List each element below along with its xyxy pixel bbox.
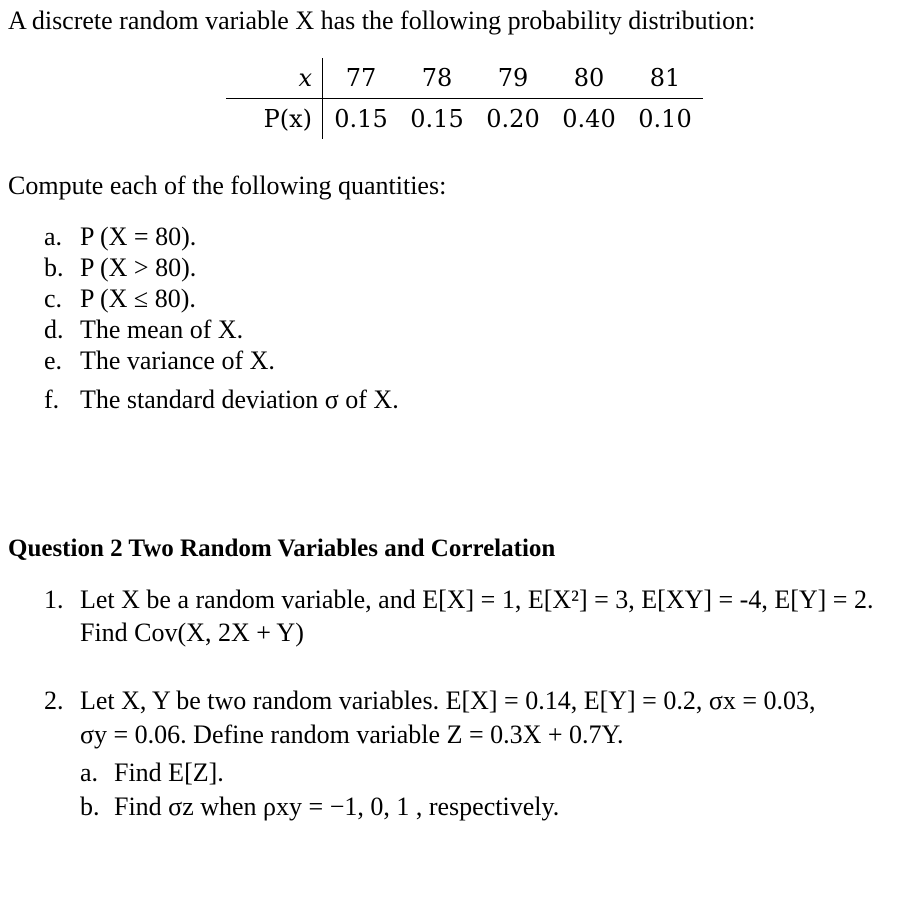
item-text: Find σz when ρxy = −1, 0, 1 , respectively.	[114, 792, 560, 821]
item-label: b.	[44, 253, 64, 282]
item-label: a.	[80, 758, 99, 787]
list-item	[44, 385, 399, 415]
list-item	[44, 253, 196, 283]
list-item	[44, 222, 196, 252]
item-label: e.	[44, 346, 63, 375]
x-value: 78	[399, 58, 475, 99]
item-label: b.	[80, 792, 100, 821]
item-text: Find E[Z].	[114, 758, 224, 787]
item-text: P (X ≤ 80).	[80, 284, 196, 313]
x-value: 80	[551, 58, 627, 99]
item-text: The variance of X.	[80, 346, 275, 375]
table-row	[226, 58, 703, 99]
p-value: 0.20	[486, 105, 540, 133]
probability-table	[226, 58, 703, 139]
compute-text: Compute each of the following quantities:	[8, 171, 447, 200]
sub-item	[80, 758, 224, 788]
x-value: 79	[475, 58, 551, 99]
list-item	[44, 284, 196, 314]
x-header: x	[226, 58, 323, 99]
item-label: d.	[44, 315, 64, 344]
item-text: Let X be a random variable, and E[X] = 1, E[X²] = 3, E[XY] = -4, E[Y] = 2.	[80, 585, 874, 614]
item-text: P (X > 80).	[80, 253, 197, 282]
p-value: 0.10	[638, 105, 692, 133]
table-row	[226, 99, 703, 140]
item-text: P (X = 80).	[80, 222, 197, 251]
intro-text: A discrete random variable X has the following probability distribution:	[8, 6, 756, 35]
item-text: The mean of X.	[80, 315, 244, 344]
item-text: Let X, Y be two random variables. E[X] = 0.14, E[Y] = 0.2, σx = 0.03,	[80, 686, 816, 715]
item-label: a.	[44, 222, 63, 251]
list-item	[44, 686, 816, 716]
item-text: The standard deviation σ of X.	[80, 385, 399, 414]
p-value: 0.15	[334, 105, 388, 133]
item-label: c.	[44, 284, 63, 313]
x-value: 81	[627, 58, 703, 99]
p-header: P(x)	[226, 99, 323, 140]
p-value: 0.40	[562, 105, 616, 133]
list-item	[44, 315, 243, 345]
sub-item	[80, 792, 559, 822]
item-label: 2.	[44, 686, 64, 715]
item-label: f.	[44, 385, 60, 414]
p-value: 0.15	[410, 105, 464, 133]
list-item-continuation: Find Cov(X, 2X + Y)	[80, 618, 304, 647]
question-2-title: Question 2 Two Random Variables and Correlation	[8, 535, 556, 562]
x-value: 77	[323, 58, 400, 99]
list-item-continuation: σy = 0.06. Define random variable Z = 0.3X + 0.7Y.	[80, 720, 624, 749]
item-label: 1.	[44, 585, 64, 614]
list-item	[44, 346, 275, 376]
list-item	[44, 585, 873, 615]
